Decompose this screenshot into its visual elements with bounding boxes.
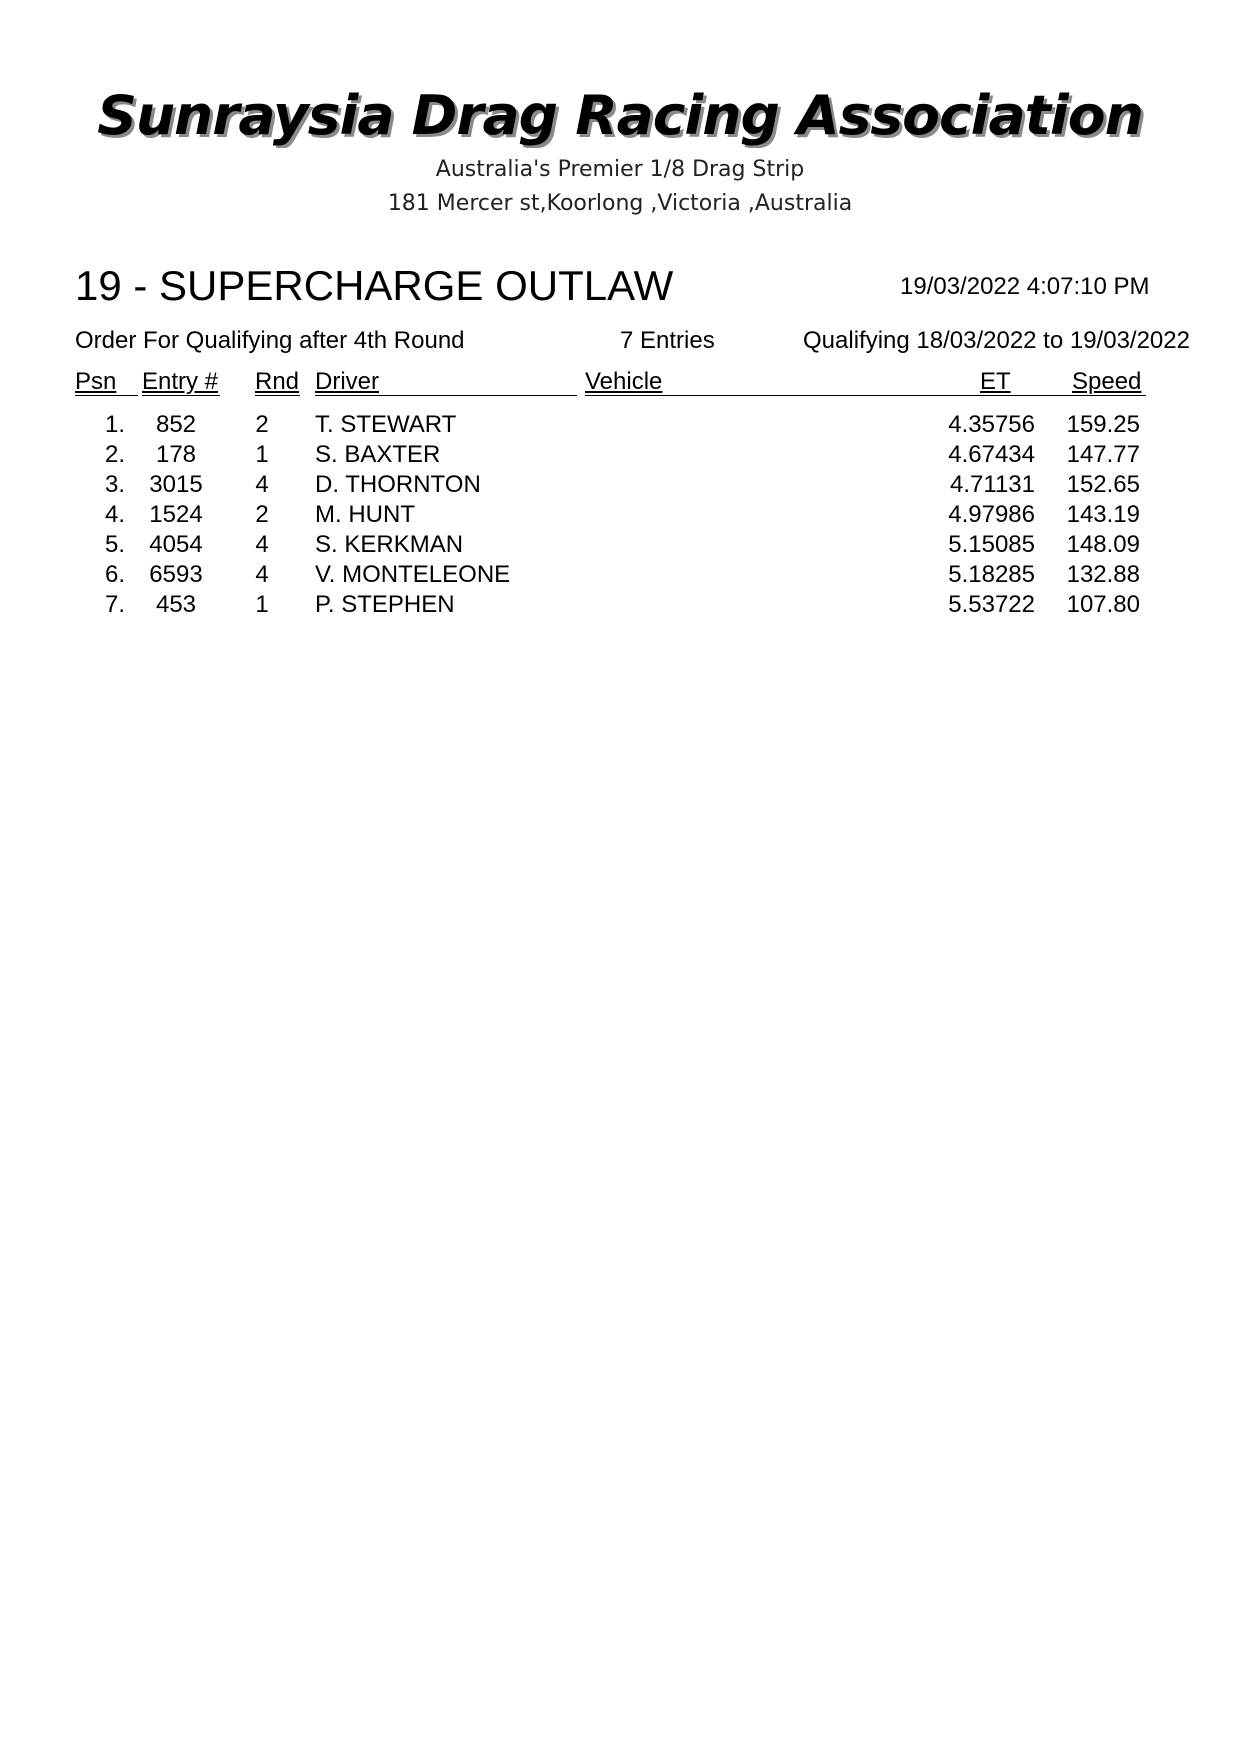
round: 4 (255, 531, 269, 558)
column-header-psn: Psn (75, 368, 117, 395)
round: 2 (255, 411, 269, 438)
speed: 107.80 (1066, 591, 1140, 618)
position: 3. (104, 471, 125, 498)
position: 6. (104, 561, 125, 588)
table-row (0, 471, 1240, 501)
header-rule-entry (142, 395, 220, 396)
header-rule-vehicle (585, 395, 973, 396)
column-header-vehicle: Vehicle (585, 368, 663, 395)
position: 2. (104, 441, 125, 468)
round: 4 (255, 561, 269, 588)
column-header-driver: Driver (315, 368, 379, 395)
entry-number: 178 (155, 441, 197, 468)
column-header-speed: Speed (1072, 368, 1142, 395)
column-header-rnd: Rnd (255, 368, 300, 395)
organization-logo: Sunraysia Drag Racing Association (97, 84, 1143, 147)
class-title: 19 - SUPERCHARGE OUTLAW (75, 262, 674, 309)
qualifying-order-label: Order For Qualifying after 4th Round (75, 327, 465, 354)
driver-name: M. HUNT (315, 501, 415, 528)
driver-name: S. BAXTER (315, 441, 441, 468)
table-row (0, 531, 1240, 561)
driver-name: P. STEPHEN (315, 591, 455, 618)
elapsed-time: 4.67434 (948, 441, 1035, 468)
speed: 152.65 (1066, 471, 1140, 498)
header-rule-psn (75, 395, 138, 396)
column-header-et: ET (980, 368, 1011, 395)
table-row (0, 561, 1240, 591)
speed: 132.88 (1066, 561, 1140, 588)
round: 1 (255, 441, 269, 468)
position: 1. (104, 411, 125, 438)
table-row (0, 411, 1240, 441)
round: 2 (255, 501, 269, 528)
speed: 159.25 (1066, 411, 1140, 438)
entry-number: 852 (155, 411, 197, 438)
speed: 147.77 (1066, 441, 1140, 468)
table-row (0, 441, 1240, 471)
entry-number: 4054 (149, 531, 203, 558)
header-rule-rnd (255, 395, 300, 396)
entry-number: 3015 (149, 471, 203, 498)
driver-name: T. STEWART (315, 411, 457, 438)
elapsed-time: 5.53722 (948, 591, 1035, 618)
speed: 143.19 (1066, 501, 1140, 528)
entry-number: 6593 (149, 561, 203, 588)
elapsed-time: 5.18285 (948, 561, 1035, 588)
header-rule-speed (1068, 395, 1146, 396)
position: 4. (104, 501, 125, 528)
table-row (0, 591, 1240, 621)
elapsed-time: 4.35756 (948, 411, 1035, 438)
elapsed-time: 4.71131 (950, 471, 1035, 498)
entry-number: 1524 (149, 501, 203, 528)
header-rule-et (973, 395, 1068, 396)
tagline: Australia's Premier 1/8 Drag Strip (435, 157, 805, 182)
round: 4 (255, 471, 269, 498)
table-row (0, 501, 1240, 531)
speed: 148.09 (1066, 531, 1140, 558)
qualifying-date-range: Qualifying 18/03/2022 to 19/03/2022 (803, 327, 1190, 354)
entry-number: 453 (155, 591, 197, 618)
driver-name: S. KERKMAN (315, 531, 464, 558)
elapsed-time: 4.97986 (948, 501, 1035, 528)
header-rule-driver (315, 395, 577, 396)
driver-name: V. MONTELEONE (315, 561, 511, 588)
entries-count: 7 Entries (620, 327, 715, 354)
column-header-entry: Entry # (142, 368, 219, 395)
elapsed-time: 5.15085 (948, 531, 1035, 558)
report-timestamp: 19/03/2022 4:07:10 PM (900, 273, 1150, 300)
round: 1 (255, 591, 269, 618)
position: 5. (104, 531, 125, 558)
driver-name: D. THORNTON (315, 471, 481, 498)
address: 181 Mercer st,Koorlong ,Victoria ,Australia (387, 191, 853, 216)
position: 7. (104, 591, 125, 618)
